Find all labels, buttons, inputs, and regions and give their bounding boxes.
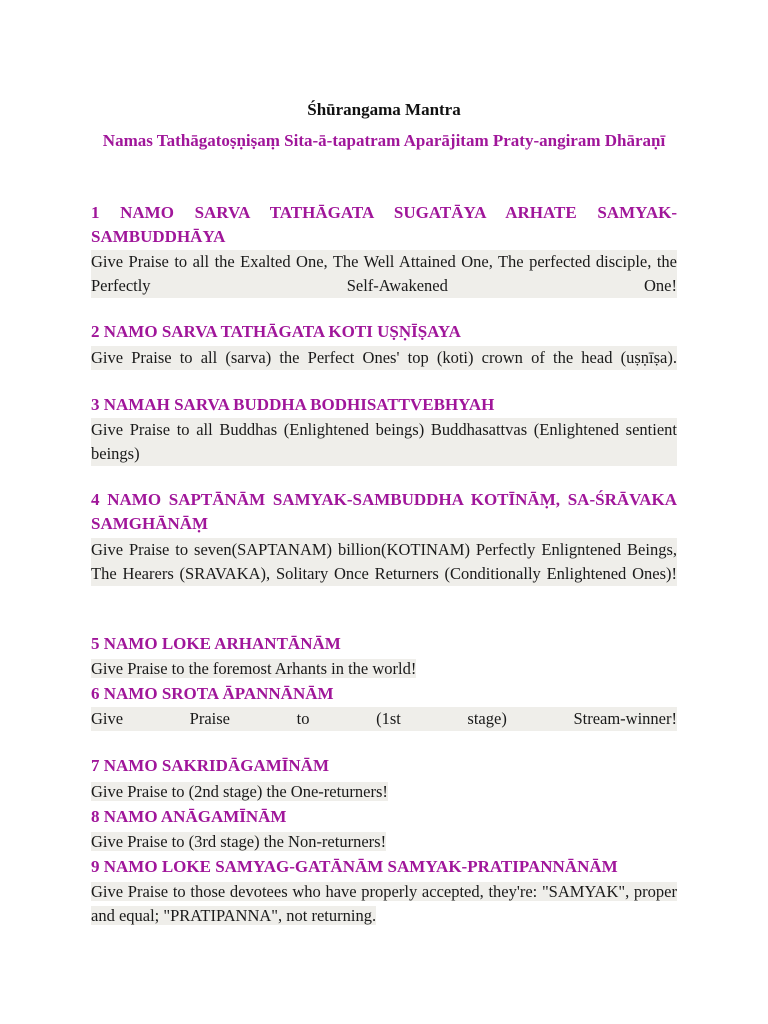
verse-4-translation: Give Praise to seven(SAPTANAM) billion(KOTINAM) Perfectly Enligntened Beings, The Hearers (SRAVAKA), Solitary Once Returners (Conditionally Enlightened Ones)! <box>91 538 677 586</box>
verse-7-translation <box>91 780 677 804</box>
verse-2-heading: 2 NAMO SARVA TATHĀGATA KOTI UṢṆĪṢAYA <box>91 322 461 341</box>
verse-9-heading: 9 NAMO LOKE SAMYAG-GATĀNĀM SAMYAK-PRATIPANNĀNĀM <box>91 857 618 876</box>
verse-4-heading: 4 NAMO SAPTĀNĀM SAMYAK-SAMBUDDHA KOTĪNĀṂ, SA-ŚRĀVAKA SAMGHĀNĀṂ <box>91 490 677 533</box>
verse-3-translation: Give Praise to all Buddhas (Enlightened beings) Buddhasattvas (Enlightened sentient beings) <box>91 418 677 466</box>
verse-7-translation-text: Give Praise to (2nd stage) the One-returners! <box>91 782 388 801</box>
verse-6-heading: 6 NAMO SROTA ĀPANNĀNĀM <box>91 684 334 703</box>
verse-2-translation: Give Praise to all (sarva) the Perfect Ones' top (koti) crown of the head (uṣṇīṣa). <box>91 346 677 370</box>
verse-1-heading: 1 NAMO SARVA TATHĀGATA SUGATĀYA ARHATE SAMYAK-SAMBUDDHĀYA <box>91 203 677 246</box>
verse-5-translation-text: Give Praise to the foremost Arhants in the world! <box>91 659 417 678</box>
verse-5-heading: 5 NAMO LOKE ARHANTĀNĀM <box>91 634 341 653</box>
verse-3-heading: 3 NAMAH SARVA BUDDHA BODHISATTVEBHYAH <box>91 395 495 414</box>
verse-1-translation: Give Praise to all the Exalted One, The Well Attained One, The perfected disciple, the Perfectly Self-Awakened One! <box>91 250 677 298</box>
verse-7-heading: 7 NAMO SAKRIDĀGAMĪNĀM <box>91 756 329 775</box>
document-subtitle: Namas Tathāgatoṣṇiṣaṃ Sita-ā-tapatram Aparājitam Praty-angiram Dhāraṇī <box>102 131 666 150</box>
verse-9-translation <box>91 880 677 928</box>
verse-5-translation <box>91 657 677 681</box>
verse-8-translation-text: Give Praise to (3rd stage) the Non-returners! <box>91 832 387 851</box>
verse-9-translation-text: Give Praise to those devotees who have properly accepted, they're: "SAMYAK", proper and equal; "PRATIPANNA", not returning. <box>91 882 677 925</box>
verse-8-translation <box>91 830 677 854</box>
document-title: Śhūrangama Mantra <box>307 100 461 119</box>
verse-8-heading: 8 NAMO ANĀGAMĪNĀM <box>91 807 287 826</box>
verse-6-translation: Give Praise to (1st stage) Stream-winner! <box>91 707 677 731</box>
